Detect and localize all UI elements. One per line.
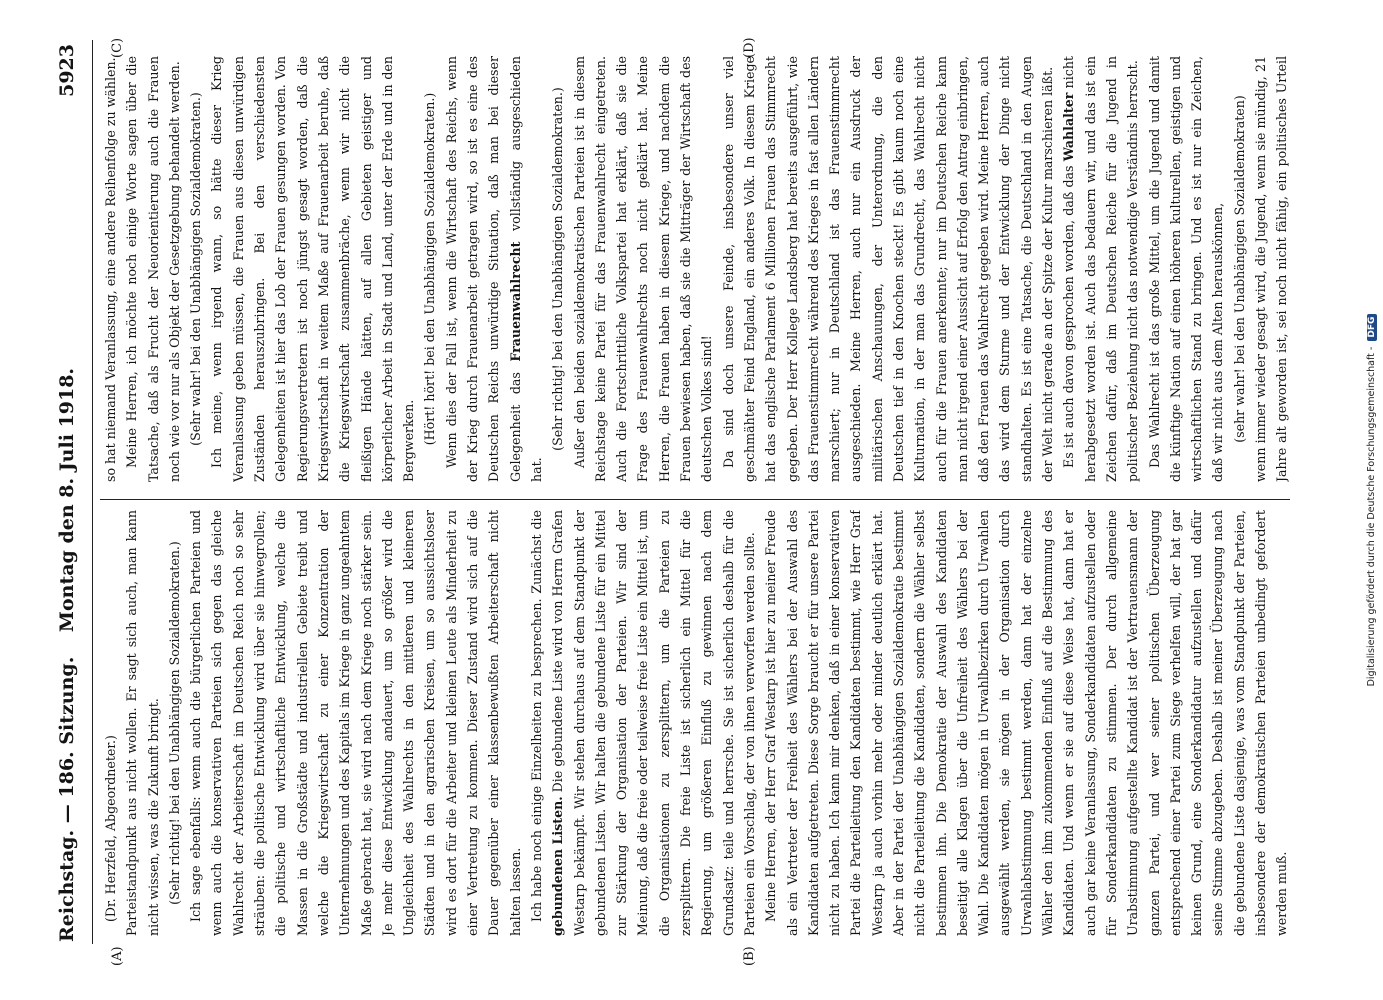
paragraph: wenn immer wieder gesagt wird, die Jugend, wenn sie mündig, 21 Jahre alt geworden ist, sei noch nicht fähig, ein politisches Urteil (1253, 56, 1290, 482)
paragraph: Ich meine, wenn irgend wann, so hätte dieser Krieg Veranlassung geben müssen, die Frauen aus diesen unwürdigen Zuständen herauszubringen. Bei den verschiedensten Gelegenheiten ist hier das Lob der Frauen gesungen worden. Von Regierungsvertretern ist noch jüngst gesagt worden, daß die Kriegswirtschaft in weitem Maße auf Frauenarbeit beruhe, daß die Kriegswirtschaft zusammenbräche, wenn wir nicht die fleißigen Hände hätten, auf allen Gebieten geistiger und körperlicher Arbeit in Stadt und Land, unter der Erde und in den Bergwerken. (209, 56, 417, 482)
left-column (100, 510, 1290, 936)
paragraph: Meine Herren, der Herr Graf Westarp ist hier zu meiner Freude als ein Vertreter der Freiheit des Wählers bei der Auswahl des Kandidaten aufgetreten. Diese Sorge braucht er für unsere Partei nicht zu haben. Ich kann mir denken, daß in einer konservativen Partei die Parteileitung den Kandidaten bestimmt, wie Herr Graf Westarp ja auch vorhin mehr oder minder deutlich erklärt hat. Aber in der Partei der Unabhängigen Sozialdemokratie bestimmt nicht die Parteileitung die Kandidaten, sondern die Wähler selbst bestimmen ihn. Die Demokratie der Auswahl des Kandidaten beseitigt alle Klagen über die Unfreiheit des Wählers bei der Wahl. Die Kandidaten mögen in Urwahlbezirken durch Urwahlen ausgewählt werden, sie mögen in der Organisation durch Urwahlabstimmung bestimmt werden, dann hat der einzelne Wähler den ihm zukommenden Einfluß auf die Bestimmung des Kandidaten. Und wenn er sie auf diese Weise hat, dann hat er auch gar keine Veranlassung, Sonderkandidaten aufzustellen oder für Sonderkandidaten zu stimmen. Der durch allgemeine Urabstimmung aufgestellte Kandidat ist der Vertrauensmann der ganzen Partei, und wer seiner politischen Überzeugung entsprechend einer Partei zum Siege verhelfen will, der hat gar keinen Grund, eine Sonderkandidatur aufzustellen und dafür seine Stimme abzugeben. Deshalb ist meiner Überzeugung nach die gebundene Liste dasjenige, was vom Standpunkt der Parteien, insbesondere der demokratischen Parteien unbedingt gefordert werden muß. (763, 510, 1290, 936)
credit-text: Digitalisierung gefördert durch die Deutsche Forschungsgemeinschaft - (1366, 346, 1377, 687)
header-rule (92, 40, 93, 944)
paragraph: Es ist auch davon gesprochen worden, daß das Wahlalter nicht herabgesetzt worden ist. Auch das bedauern wir, und das ist ein Zeichen dafür, daß im Deutschen Reiche für die Jugend in politischer Beziehung nicht das notwendige Verständnis herrscht. (1061, 56, 1141, 482)
emphasis: gebundenen Listen. (550, 796, 566, 936)
interjection: (Sehr richtig! bei den Unabhängigen Sozialdemokraten.) (550, 87, 566, 451)
paragraph: Ich habe noch einige Einzelheiten zu besprechen. Zunächst die gebundenen Listen. Die gebundene Liste wird von Herrn Grafen Westarp bekämpft. Wir stehen durchaus auf dem Standpunkt der gebundenen Listen. Wir halten die gebundene Liste für ein Mittel zur Stärkung der Organisation der Parteien. Wir sind der Meinung, daß die freie oder teilweise freie Liste ein Mittel ist, um die Organisationen zu zersplittern, um die Parteien zu zersplittern. Die freie Liste ist sicherlich ein Mittel für die Regierung, um größeren Einfluß zu gewinnen nach dem Grundsatz: teile und herrsche. Sie ist sicherlich deshalb für die Parteien ein Vorschlag, der von ihnen verworfen werden sollte. (528, 510, 757, 936)
header-session: Reichstag. — 186. Sitzung. (56, 656, 78, 942)
header-date: Montag den 8. Juli 1918. (56, 367, 78, 633)
margin-marker-d: (D) (742, 37, 757, 58)
paragraph: Parteistandpunkt aus nicht wollen. Er sagt sich auch, man kann nicht wissen, was die Zukunft bringt. (124, 510, 161, 936)
margin-marker-c: (C) (110, 37, 125, 58)
page-header (56, 0, 84, 1000)
dfg-badge: DFG (1367, 314, 1377, 341)
paragraph: Ich sage ebenfalls: wenn auch die bürgerlichen Parteien und wenn auch die konservativen Parteien sich gegen das gleiche Wahlrecht der Arbeiterschaft im Deutschen Reich noch so sehr sträuben: die politische Entwicklung wird über sie hinwegrollen; die politische und wirtschaftliche Entwicklung, welche die Massen in die Großstädte und industriellen Gebiete treibt und welche die Kriegswirtschaft zu einer Konzentration der Unternehmungen und des Kapitals im Kriege in ganz ungeahntem Maße gebracht hat, sie wird nach dem Kriege noch stärker sein. Je mehr diese Entwicklung andauert, um so größer wird die Ungleichheit des Wahlrechts in den mittleren und kleineren Städten und in den agrarischen Kreisen, um so aussichtsloser wird es dort für die Arbeiter und kleinen Leute als Minderheit zu einer Vertretung zu kommen. Dieser Zustand wird sich auf die Dauer gegenüber einer klassenbewußten Arbeiterschaft nicht halten lassen. (188, 510, 523, 936)
right-column (100, 56, 1290, 482)
margin-marker-b: (B) (742, 946, 757, 966)
interjection: (sehr wahr! bei den Unabhängigen Sozialdemokraten) (1231, 95, 1247, 443)
emphasis: Wahlalter (1061, 92, 1077, 162)
margin-marker-a: (A) (110, 946, 125, 966)
digitization-credit (1366, 0, 1377, 1000)
column-divider (100, 499, 1290, 500)
paragraph: so hat niemand Veranlassung, eine andere Reihenfolge zu wählen. (103, 57, 118, 482)
paragraph: Da sind doch unsere Feinde, insbesondere unser viel geschmähter Feind England, ein anderes Volk. In diesem Kriege hat das englische Parlament 6 Millionen Frauen das Stimmrecht gegeben. Der Herr Kollege Landsberg hat bereits ausgeführt, wie das Frauenstimmrecht während des Krieges in fast allen Ländern marschiert; nur in Deutschland ist das Frauenstimmrecht ausgeschieden. Meine Herren, auch nur ein Ausdruck der militärischen Anschauungen, der Unterordnung, die den Deutschen tief in den Knochen steckt! Es gibt kaum noch eine Kulturnation, in der man das Grundrecht, das Wahlrecht nicht auch für die Frauen anerkennte; nur im Deutschen Reiche kann man nicht irgend einer Aussicht auf Erfolg den Antrag einbringen, daß den Frauen das Wahlrecht gegeben wird. Meine Herren, auch das wird dem Sturme und der Entwicklung der Dinge nicht standhalten. Es ist eine Tatsache, die Deutschland in den Augen der Welt nicht gerade an der Spitze der Kultur marschieren läßt. (720, 56, 1056, 482)
interjection: (Sehr richtig! bei den Unabhängigen Sozialdemokraten.) (166, 541, 182, 905)
paragraph: Wenn dies der Fall ist, wenn die Wirtschaft des Reichs, wenn der Krieg durch Frauenarbeit getragen wird, so ist es eine des Deutschen Reichs unwürdige Situation, daß man bei dieser Gelegenheit das Frauenwahlrecht vollständig ausgeschieden hat. (443, 56, 544, 482)
paragraph: Das Wahlrecht ist das große Mittel, um die Jugend und damit die künftige Nation auf einen höheren kulturellen, geistigen und wirtschaftlichen Stand zu bringen. Und es ist nur ein Zeichen, daß wir nicht aus dem Alten herauskönnen, (1146, 56, 1226, 482)
paragraph: Meine Herren, ich möchte noch einige Worte sagen über die Tatsache, daß als Frucht der Neuorientierung auch die Frauen noch wie vor nur als Objekt der Gesetzgebung behandelt werden. (124, 56, 182, 482)
page-number: 5923 (56, 44, 78, 97)
interjection: (Hört! hört! bei den Unabhängigen Sozialdemokraten.) (422, 92, 438, 446)
speaker-tag: (Dr. Herzfeld, Abgeordneter.) (103, 735, 118, 922)
emphasis: Frauenwahlrecht (507, 241, 523, 362)
interjection: (Sehr wahr! bei den Unabhängigen Sozialdemokraten.) (188, 92, 204, 446)
paragraph: Außer den beiden sozialdemokratischen Parteien ist in diesem Reichstage keine Partei für das Frauenwahlrecht eingetreten. Auch die Fortschrittliche Volkspartei hat erklärt, daß sie die Frage des Frauenwahlrechts noch nicht geklärt hat. Meine Herren, die Frauen haben in diesem Kriege, und nachdem die Frauen bewiesen haben, daß sie die Mitträger der Wirtschaft des deutschen Volkes sind! (571, 56, 715, 482)
